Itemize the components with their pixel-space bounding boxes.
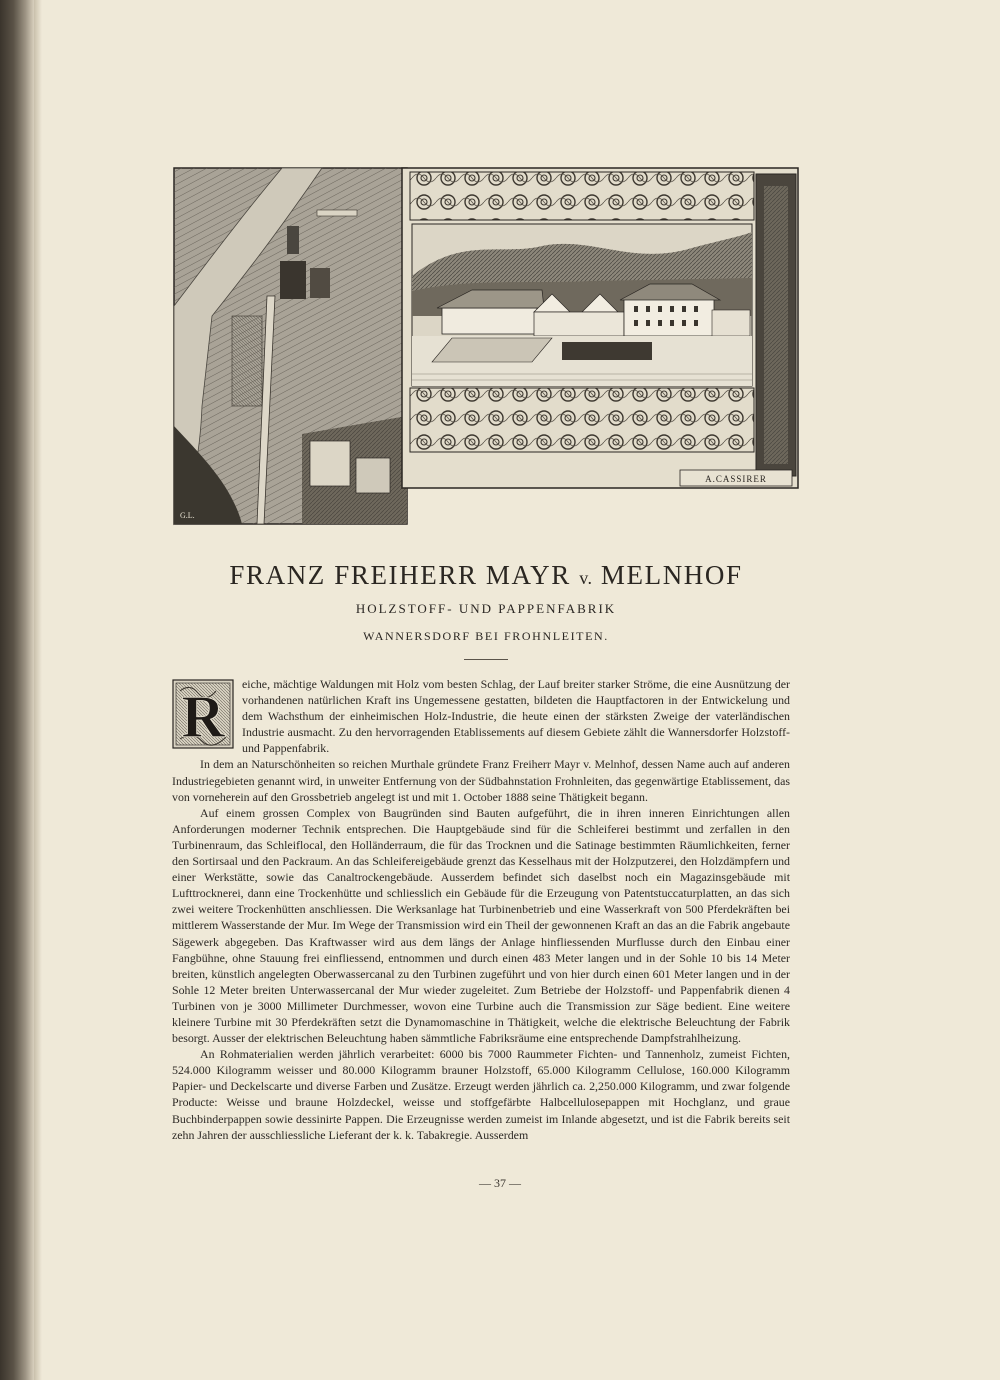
factory-illustration [172, 166, 800, 526]
subtitle: HOLZSTOFF- UND PAPPENFABRIK [355, 601, 617, 616]
dropcap-ornament [172, 679, 234, 749]
paragraph-1: eiche, mächtige Waldungen mit Holz vom besten Schlag, der Lauf breiter starker Ströme, die eine Ausnützung der vorhandenen natürlichen Kraft ins Ungemessene gestatten, bildeten die Hauptfactoren in der Entwickelung und dem Wachsthum der einheimischen Holz-Industrie, die heute einen der stärksten Zweige der vaterländischen Industrie ausmacht. Zu den hervorragenden Etablissements auf diesem Gebiete zählt die Wannersdorfer Holzstoff- und Pappenfabrik. [242, 677, 790, 756]
page-number: — 37 — [479, 1176, 521, 1190]
page-title [170, 560, 802, 591]
factory-view [402, 168, 798, 488]
article-body [172, 676, 790, 1143]
title-rule [464, 659, 508, 660]
location-line: WANNERSDORF BEI FROHNLEITEN. [363, 629, 609, 643]
paragraph-2: In dem an Naturschönheiten so reichen Murthale gründete Franz Freiherr Mayr v. Melnhof, dessen Name auch auf anderen Industriegebieten genannt wird, in unweiter Entfernung von der Südbahnstation Frohnleiten, das gegenwärtige Etablissement, das von vorneherein auf den Grossbetrieb angelegt ist und mit 1. October 1888 seine Thätigkeit begann. [172, 757, 790, 804]
title-block [170, 560, 802, 660]
title-particle: v. [579, 568, 593, 588]
paragraph-3: Auf einem grossen Complex von Baugründen sind Bauten aufgeführt, die in ihren inneren Einrichtungen allen Anforderungen moderner Technik entsprechen. Die Hauptgebäude sind für die Schleiferei bestimmt und zerfallen in den Turbinenraum, das Schleiflocal, den Holländerraum, die für das Trocknen und die Satinage bestimmten Räumlichkeiten, ferner den Sortirsaal und den Packraum. An das Schleifereigebäude grenzt das Kesselhaus mit der Holzputzerei, den Holzdämpfern und einer Werkstätte, sowie das Canaltrockengebäude. Ausserdem befindet sich daselbst noch ein Magazinsgebäude mit Lufttrocknerei, dann eine Trockenhütte und schliesslich ein Gebäude für die Erzeugung von Patentstuccaturplatten, an das sich zwei weitere Trockenhütten anschliessen. Die Werksanlage hat Turbinenbetrieb und eine Wasserkraft von 500 Pferdekräften bei mittlerem Wasserstande der Mur. Im Wege der Transmission wird ein Theil der gewonnenen Kraft an das an die Fabrik angebaute Sägewerk abgegeben. Das Kraftwasser wird aus dem längs der Anlage hinfliessenden Murflusse durch den Einbau einer Fangbühne, ohne Stauung frei einfliessend, entnommen und durch einen 483 Meter langen und in der Sohle 10 bis 14 Meter breiten, künstlich angelegten Oberwassercanal zu den Turbinen zugeführt und von hier durch einen 601 Meter langen und in der Sohle 12 Meter breiten Unterwassercanal der Mur wieder zugeleitet. Zum Betriebe der Holzstoff- und Pappenfabrik dienen 4 Turbinen von je 3000 Millimeter Durchmesser, wovon eine Turbine auch die Transmission zur Säge bedient. Eine weitere kleinere Turbine mit 30 Pferdekräften setzt die Dynamomaschine in Thätigkeit, welche die elektrische Beleuchtung der Fabrik besorgt. Ausser der elektrischen Beleuchtung haben sämmtliche Fabriksräume eine entsprechende Dampfstrahlheizung. [172, 805, 790, 1046]
dropcap-letter: R [181, 684, 225, 749]
page-edge [34, 0, 42, 1380]
title-main: FRANZ FREIHERR MAYR [229, 560, 571, 590]
title-end: MELNHOF [600, 560, 743, 590]
engraver-signature: A.CASSIRER [705, 474, 767, 484]
book-spine [0, 0, 34, 1380]
paragraph-4: An Rohmaterialien werden jährlich verarbeitet: 6000 bis 7000 Raummeter Fichten- und Tannenholz, zumeist Fichten, 524.000 Kilogramm weisser und 80.000 Kilogramm brauner Holzstoff, 65.000 Kilogramm Cellulose, 160.000 Kilogramm Papier- und Deckelscarte und diverse Farben und Zusätze. Erzeugt werden jährlich ca. 2,250.000 Kilogramm, und zwar folgende Producte: Weisse und braune Holzdeckel, weisse und stoffgefärbte Halbcellulosepappen mit Hochglanz, und graue Buchbinderpappen sowie dessinirte Pappen. Die Erzeugnisse werden zumeist im Inlande abgesetzt, und ist die Fabrik bereits seit zehn Jahren der ausschliessliche Lieferant der k. k. Tabakregie. Ausserdem [172, 1047, 790, 1142]
artist-monogram: G.L. [180, 511, 195, 520]
aerial-view [174, 168, 407, 524]
